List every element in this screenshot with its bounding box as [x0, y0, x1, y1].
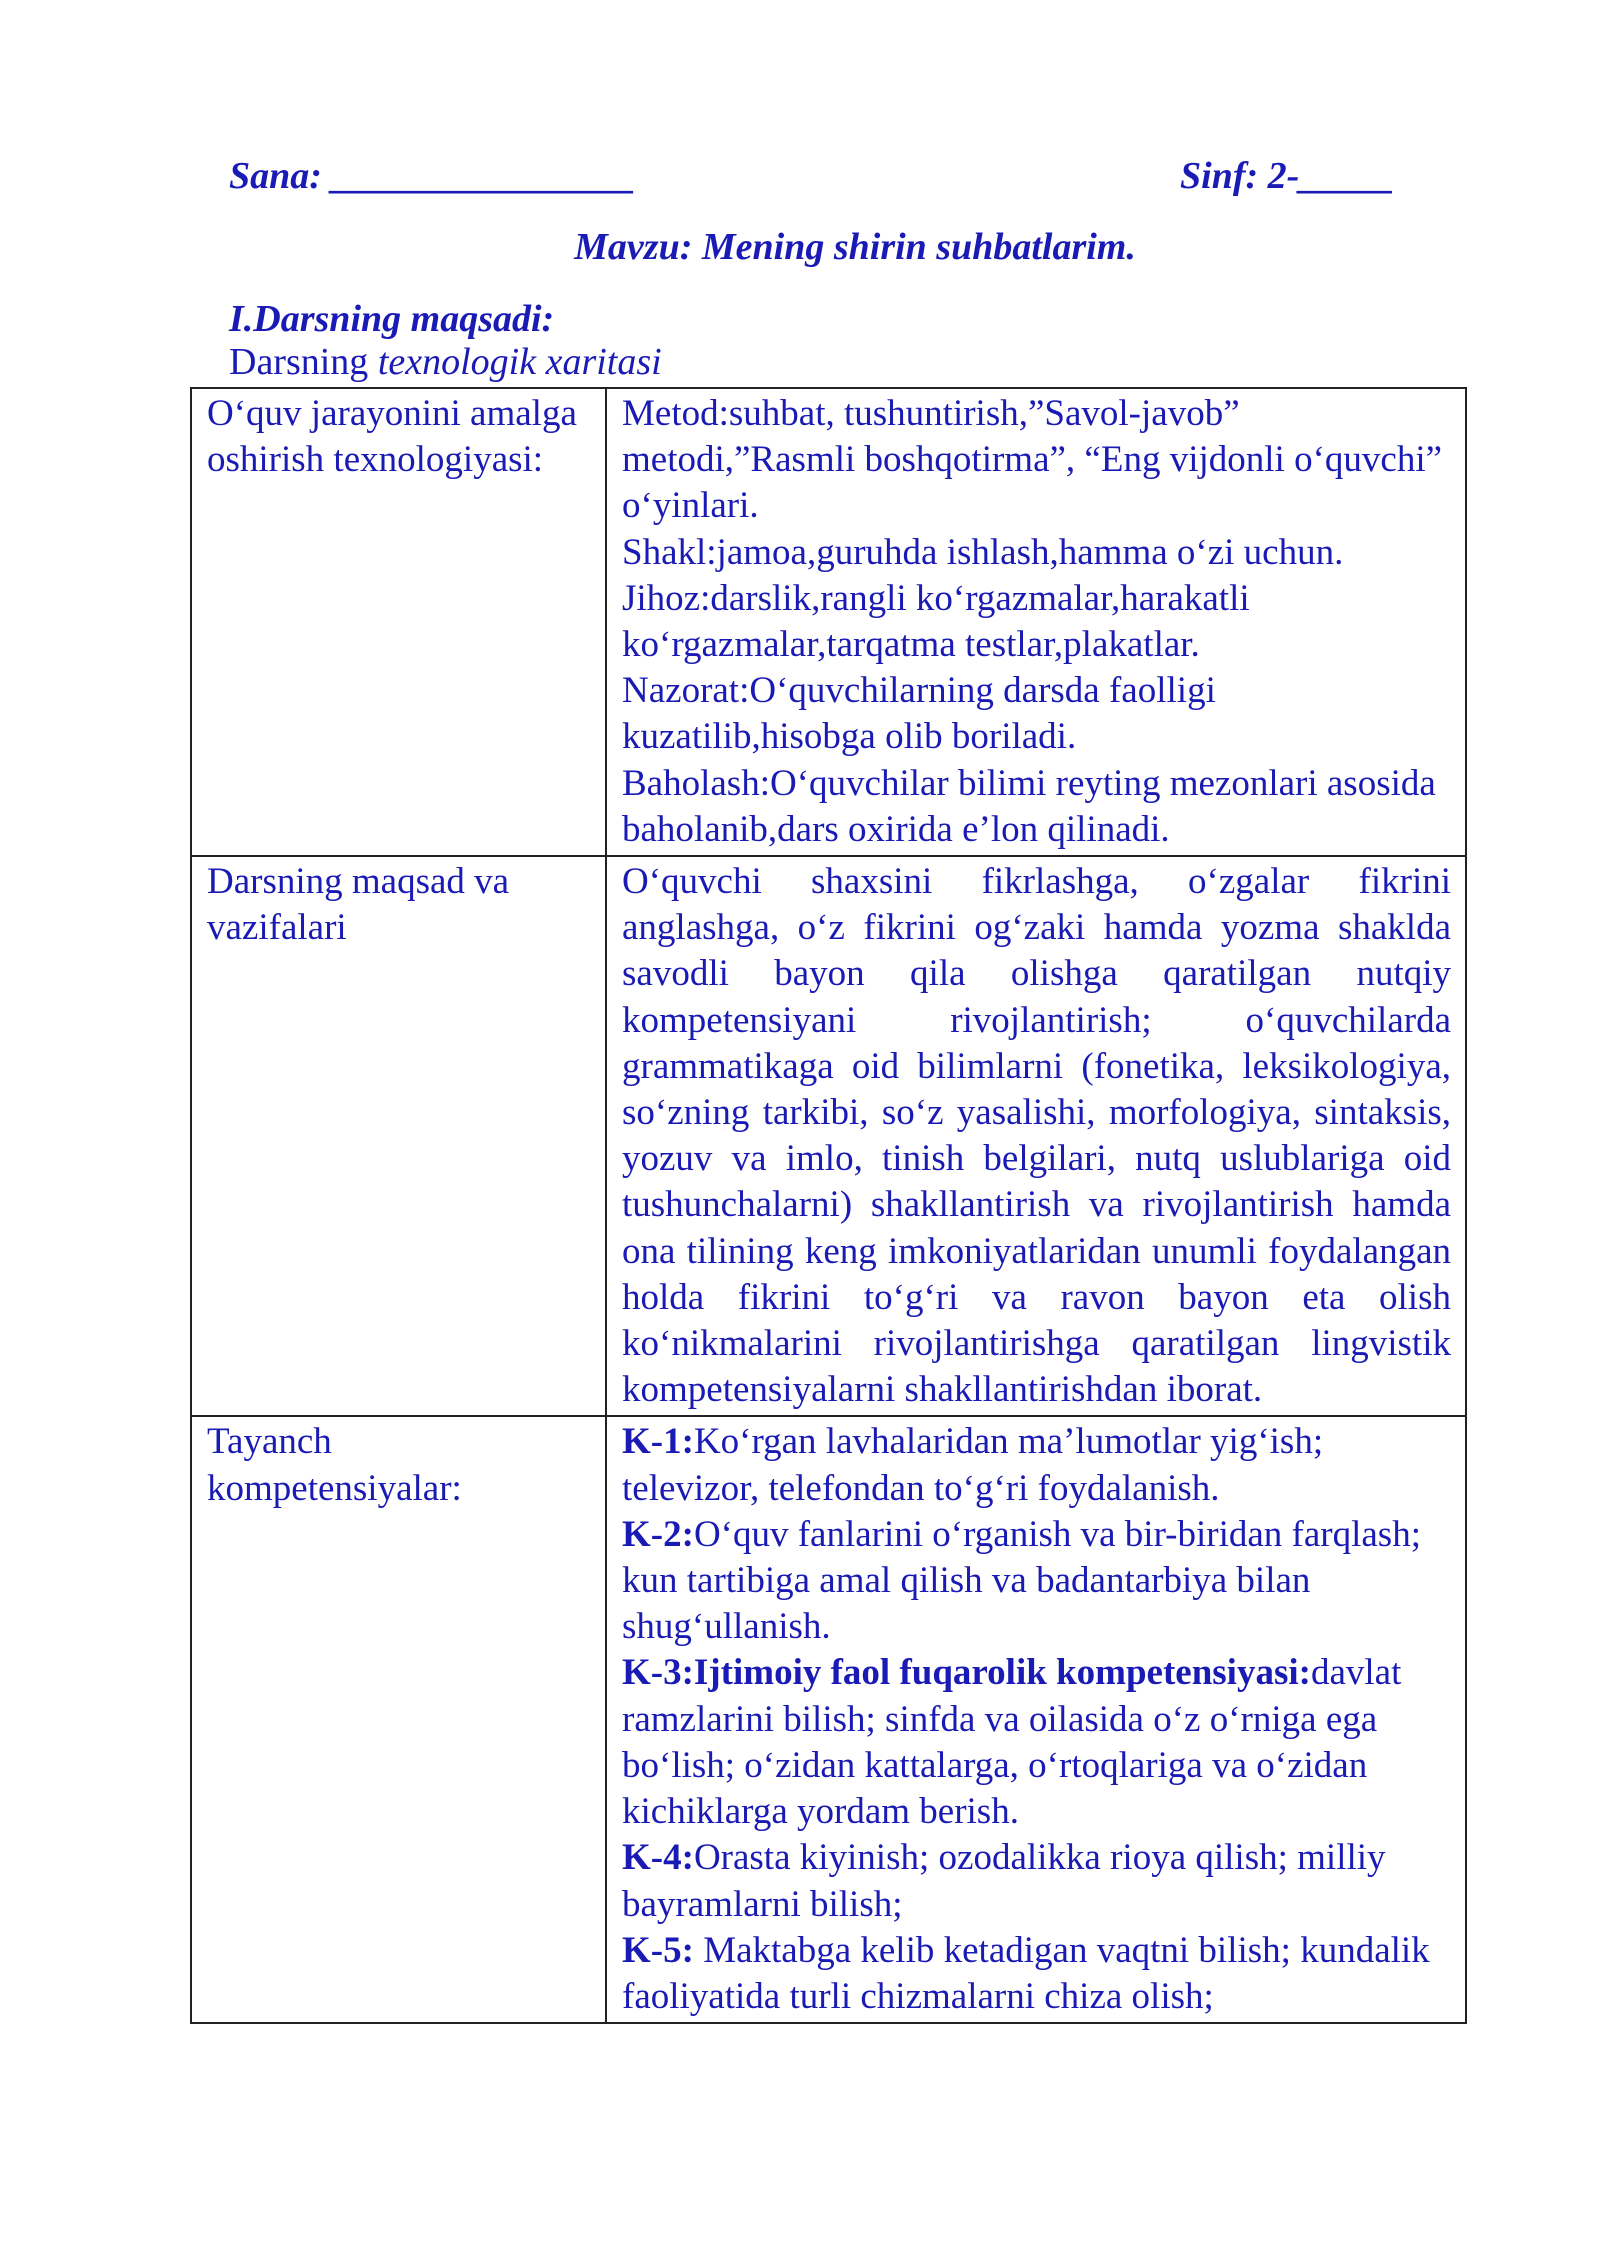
row-label: O‘quv jarayonini amalga oshirish texnologiyasi:	[191, 388, 606, 856]
competency-key: K-2:	[622, 1513, 694, 1555]
tech-map-subtitle	[229, 340, 662, 384]
competency-key: K-3:Ijtimoiy faol fuqarolik kompetensiyasi:	[622, 1652, 1311, 1694]
competency-k4	[622, 1835, 1451, 1927]
table-row	[191, 1416, 1466, 2023]
competency-text: davlat ramzlarini bilish; sinfda va oilasida o‘z o‘rniga ega bo‘lish; o‘zidan kattalarga, o‘rtoqlariga va o‘zidan kichiklarga yordam berish.	[622, 1652, 1402, 1833]
equipment-line: Jihoz:darslik,rangli ko‘rgazmalar,harakatli ko‘rgazmalar,tarqatma testlar,plakatlar.	[622, 577, 1250, 666]
lesson-topic: Mavzu: Mening shirin suhbatlarim.	[574, 226, 1136, 268]
date-line: Sana: ________________	[229, 155, 636, 197]
control-line: Nazorat:O‘quvchilarning darsda faolligi kuzatilib,hisobga olib boriladi.	[622, 670, 1216, 758]
competency-text: O‘quv fanlarini o‘rganish va bir-biridan farqlash; kun tartibiga amal qilish va badantarbiya bilan shug‘ullanish.	[622, 1513, 1421, 1648]
competency-text: Ko‘rgan lavhalaridan ma’lumotlar yig‘ish; televizor, telefondan to‘g‘ri foydalanish.	[622, 1421, 1324, 1509]
subtitle-italic: texnologik xaritasi	[377, 341, 662, 383]
row-label: Darsning maqsad va vazifalari	[191, 856, 606, 1416]
tech-map-table	[190, 387, 1467, 2024]
competency-k1	[622, 1419, 1451, 1511]
row-label: Tayanch kompetensiyalar:	[191, 1416, 606, 2023]
method-line: Metod:suhbat, tushuntirish,”Savol-javob” metodi,”Rasmli boshqotirma”, “Eng vijdonli o‘quvchi” o‘yinlari.	[622, 393, 1443, 527]
assessment-line: Baholash:O‘quvchilar bilimi reyting mezonlari asosida baholanib,dars oxirida e’lon qilinadi.	[622, 762, 1436, 850]
row-content	[606, 388, 1466, 856]
competency-text: Maktabga kelib ketadigan vaqtni bilish; kundalik faoliyatida turli chizmalarni chiza olish;	[622, 1929, 1430, 2017]
competency-text: Orasta kiyinish; ozodalikka rioya qilish; milliy bayramlarni bilish;	[622, 1837, 1386, 1925]
row-content: O‘quvchi shaxsini fikrlashga, o‘zgalar fikrini anglashga, o‘z fikrini og‘zaki hamda yozma shaklda savodli bayon qila olishga qaratilgan nutqiy kompetensiyani rivojlantirish; o‘quvchilarda grammatikaga oid bilimlarni (fonetika, leksikologiya, so‘zning tarkibi, so‘z yasalishi, morfologiya, sintaksis, yozuv va imlo, tinish belgilari, nutq uslublariga oid tushunchalarni) shakllantirish va rivojlantirish hamda ona tilining keng imkoniyatlaridan unumli foydalangan holda fikrini to‘g‘ri va ravon bayon eta olish ko‘nikmalarini rivojlantirishga qaratilgan lingvistik kompetensiyalarni shakllantirishdan iborat.	[606, 856, 1466, 1416]
row-content	[606, 1416, 1466, 2023]
lesson-goal-heading: I.Darsning maqsadi:	[229, 298, 555, 340]
competency-k5	[622, 1928, 1451, 2020]
subtitle-plain: Darsning	[229, 341, 378, 383]
competency-key: K-4:	[622, 1837, 694, 1879]
table-row	[191, 388, 1466, 856]
table-row	[191, 856, 1466, 1416]
competency-key: K-5:	[622, 1929, 694, 1971]
competency-k3	[622, 1650, 1451, 1835]
competency-key: K-1:	[622, 1421, 694, 1463]
form-line: Shakl:jamoa,guruhda ishlash,hamma o‘zi uchun.	[622, 531, 1344, 573]
class-line: Sinf: 2-_____	[1180, 155, 1395, 197]
competency-k2	[622, 1512, 1451, 1651]
